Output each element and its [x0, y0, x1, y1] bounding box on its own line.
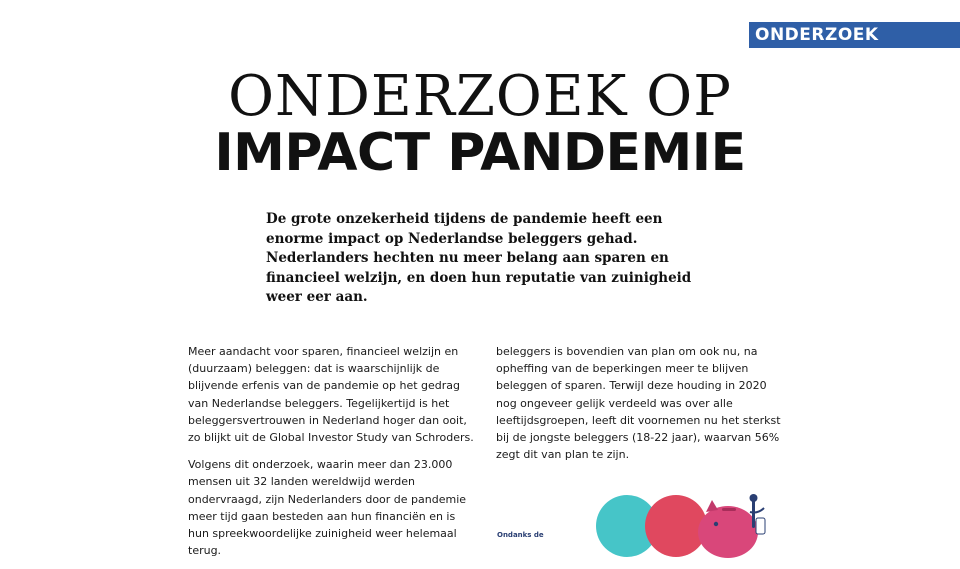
title-line-1: ONDERZOEK OP — [228, 64, 732, 129]
piggy-bank-icon — [692, 492, 772, 540]
body-paragraph: Volgens dit onderzoek, waarin meer dan 23.000 mensen uit 32 landen wereldwijd werden ondervraagd, zijn Nederlanders door de pandemie meer tijd gaan besteden aan hun financiën en is hun spreekwoordelijke zuinigheid weer helemaal terug. — [188, 458, 467, 558]
body-paragraph: beleggers is bovendien van plan om ook nu, na opheffing van de beperkingen meer te blijven beleggen of sparen. Terwijl deze houding in 2020 nog ongeveer gelijk verdeeld was over alle leeftijdsgroepen, leeft dit voornemen nu het sterkst bij de jongste beleggers (18-22 jaar), waarvan 56% zegt dit van plan te zijn. — [496, 345, 781, 462]
infographic-label: Ondanks de — [497, 531, 544, 539]
intro-paragraph: De grote onzekerheid tijdens de pandemie heeft een enorme impact op Nederlandse beleggers gehad. Nederlanders hechten nu meer belang aan sparen en financieel welzijn, en doen hun reputatie van zuinigheid weer eer aan. — [266, 211, 692, 305]
title-line-2: IMPACT PANDEMIE — [214, 123, 746, 183]
column-right — [496, 343, 786, 473]
section-tag: ONDERZOEK — [749, 22, 960, 48]
column-left — [188, 343, 478, 569]
infographic — [490, 480, 790, 540]
body-paragraph: Meer aandacht voor sparen, financieel welzijn en (duurzaam) beleggen: dat is waarschijnlijk de blijvende erfenis van de pandemie op het gedrag van Nederlandse beleggers. Tegelijkertijd is het beleggersvertrouwen in Nederland hoger dan ooit, zo blijkt uit de Global Investor Study van Schroders. — [188, 345, 474, 445]
